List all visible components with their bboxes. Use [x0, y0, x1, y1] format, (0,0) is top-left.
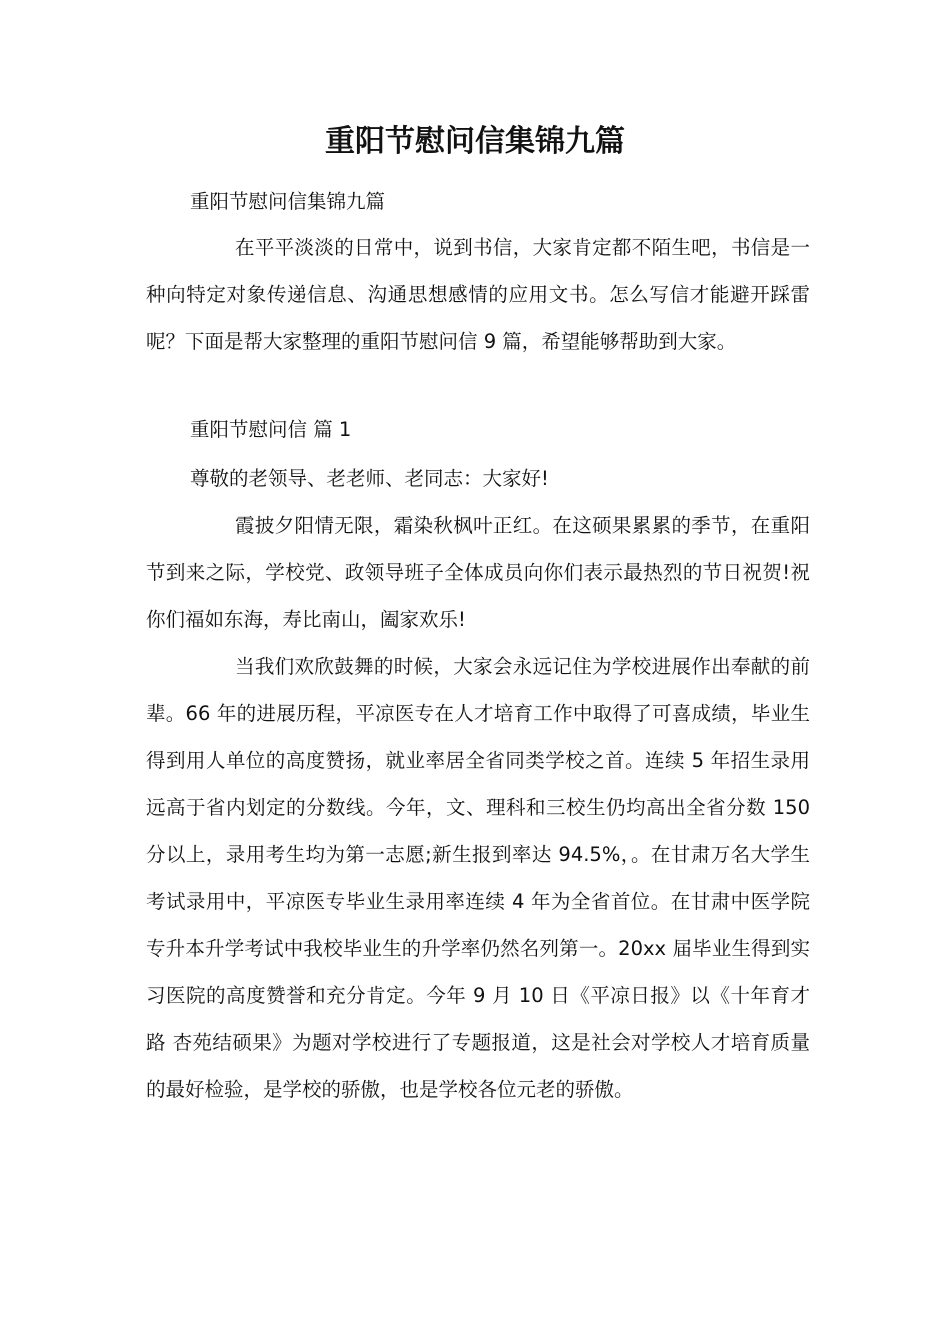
intro-paragraph: 在平平淡淡的日常中，说到书信，大家肯定都不陌生吧，书信是一种向特定对象传递信息、沟通思想感情的应用文书。怎么写信才能避开踩雷呢？下面是帮大家整理的重阳节慰问信 9 篇，希望能够帮助到大家。	[146, 236, 810, 353]
body-paragraph: 当我们欢欣鼓舞的时候，大家会永远记住为学校进展作出奉献的前辈。66 年的进展历程，平凉医专在人才培育工作中取得了可喜成绩，毕业生得到用人单位的高度赞扬，就业率居全省同类学校之首。连续 5 年招生录用远高于省内划定的分数线。今年，文、理科和三校生仍均高出全省分数 150 分以上，录用考生均为第一志愿;新生报到率达 94.5%，。在甘肃万名大学生考试录用中，平凉医专毕业生录用率连续 4 年为全省首位。在甘肃中医学院专升本升学考试中我校毕业生的升学率仍然名列第一。20xx 届毕业生得到实习医院的高度赞誉和充分肯定。今年 9 月 10 日《平凉日报》以《十年育才路 杏苑结硕果》为题对学校进行了专题报道，这是社会对学校人才培育质量的最好检验，是学校的骄傲，也是学校各位元老的骄傲。	[146, 655, 810, 1101]
section-heading: 重阳节慰问信 篇 1	[190, 418, 352, 441]
document-title: 重阳节慰问信集锦九篇	[325, 124, 625, 159]
greeting-paragraph: 霞披夕阳情无限，霜染秋枫叶正红。在这硕果累累的季节，在重阳节到来之际，学校党、政领导班子全体成员向你们表示最热烈的节日祝贺!祝你们福如东海，寿比南山，阖家欢乐!	[146, 514, 810, 631]
salutation-paragraph: 尊敬的老领导、老老师、老同志：大家好!	[190, 467, 549, 490]
subtitle-paragraph: 重阳节慰问信集锦九篇	[190, 190, 386, 213]
